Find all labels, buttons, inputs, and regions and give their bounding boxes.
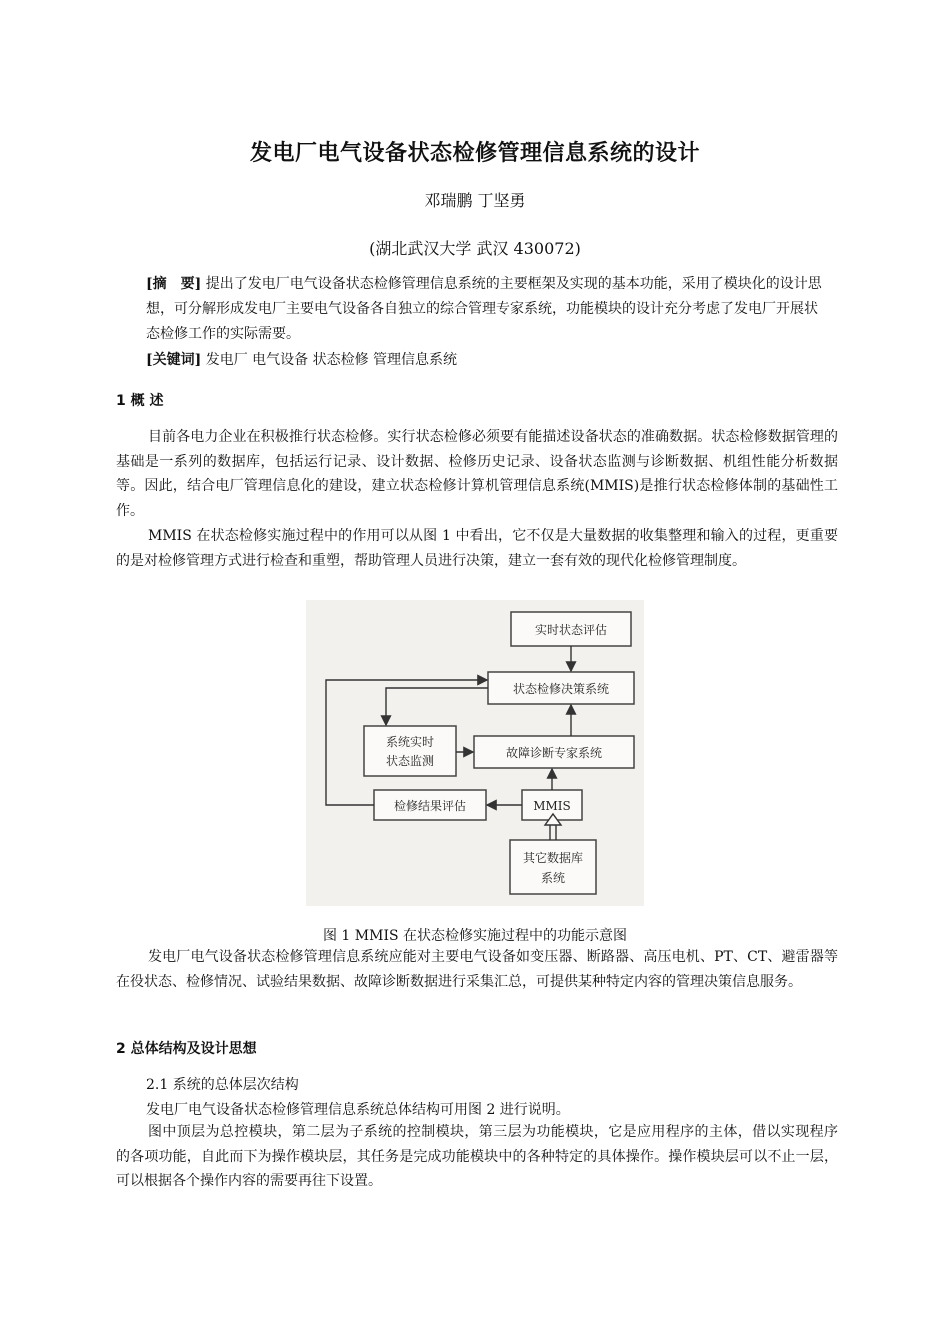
paper-title: 发电厂电气设备状态检修管理信息系统的设计 [249,141,700,166]
section2-heading: 2 总体结构及设计思想 [116,1041,257,1057]
abstract [146,272,822,347]
section1-heading: 1 概 述 [116,393,164,409]
box-monitor [364,726,456,776]
label-other-db-1: 其它数据库 [522,851,584,865]
label-result-eval: 检修结果评估 [393,799,467,813]
keywords [146,349,457,369]
abstract-label: [摘 要] [146,276,202,292]
keywords-label: [关键词] [146,352,202,368]
label-mmis: MMIS [533,799,571,813]
figure-1-caption: 图 1 MMIS 在状态检修实施过程中的功能示意图 [322,928,628,944]
box-other-db [510,840,596,894]
label-monitor-2: 状态监测 [385,754,435,768]
subsection-2-1: 2.1 系统的总体层次结构 [146,1077,299,1093]
label-monitor-1: 系统实时 [385,735,435,749]
after-figure-paragraph: 发电厂电气设备状态检修管理信息系统应能对主要电气设备如变压器、断路器、高压电机、PT、CT、避雷器等在役状态、检修情况、试验结果数据、故障诊断数据进行采集汇总，可提供某种特定内容的管理决策信息服务。 [116,949,838,990]
label-diagnosis: 故障诊断专家系统 [505,746,603,760]
affiliation: (湖北武汉大学 武汉 430072) [369,239,581,258]
section2-paragraph-1: 发电厂电气设备状态检修管理信息系统总体结构可用图 2 进行说明。 [146,1102,570,1118]
label-decision: 状态检修决策系统 [512,682,610,696]
figure-1-diagram [306,600,644,906]
label-realtime-eval: 实时状态评估 [534,623,608,637]
keywords-text: 发电厂 电气设备 状态检修 管理信息系统 [205,352,458,368]
section2-paragraph-2: 图中顶层为总控模块，第二层为子系统的控制模块，第三层为功能模块，它是应用程序的主体，借以实现程序 的各项功能，自此而下为操作模块层，其任务是完成功能模块中的各种特定的具体操作。操作模块层可以不止一层，可以根据各个操作内容的需要再往下设置。 [116,1124,852,1189]
figure-1 [306,600,644,906]
abstract-text: 提出了发电厂电气设备状态检修管理信息系统的主要框架及实现的基本功能，采用了模块化的设计思想，可分解形成发电厂主要电气设备各自独立的综合管理专家系统，功能模块的设计充分考虑了发电厂开展状态检修工作的实际需要。 [146,276,822,342]
authors: 邓瑞鹏 丁坚勇 [424,191,526,210]
section1-paragraph-2: MMIS 在状态检修实施过程中的作用可以从图 1 中看出，它不仅是大量数据的收集整理和输入的过程，更重要的是对检修管理方式进行检查和重塑，帮助管理人员进行决策，建立一套有效的现代化检修管理制度。 [116,528,838,569]
section1-paragraph-1: 目前各电力企业在积极推行状态检修。实行状态检修必须要有能描述设备状态的准确数据。状态检修数据管理的基础是一系列的数据库，包括运行记录、设计数据、检修历史记录、设备状态监测与诊断数据、机组性能分析数据等。因此，结合电厂管理信息化的建设，建立状态检修计算机管理信息系统(MMIS)是推行状态检修体制的基础性工作。 [116,429,838,519]
label-other-db-2: 系统 [540,871,566,885]
